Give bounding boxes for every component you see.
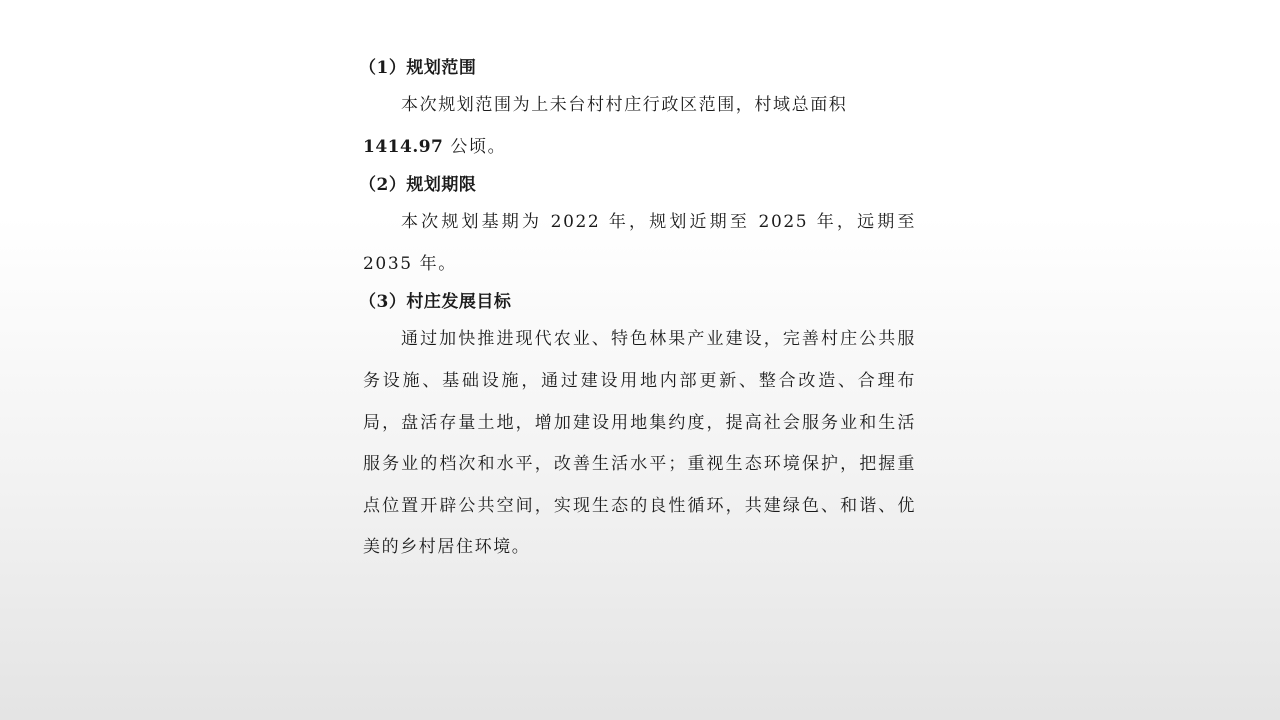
section-body-planning-scope	[363, 85, 916, 168]
planning-scope-text: 本次规划范围为上未台村村庄行政区范围，村域总面积	[401, 95, 848, 115]
document-content	[359, 50, 916, 574]
section-heading-planning-period: （2）规划期限	[359, 175, 477, 196]
development-goals-text: 通过加快推进现代农业、特色林果产业建设，完善村庄公共服务设施、基础设施，通过建设用地内部更新、整合改造、合理布局，盘活存量土地，增加建设用地集约度，提高社会服务业和生活服务业的档次和水平，改善生活水平；重视生态环境保护，把握重点位置开辟公共空间，实现生态的良性循环，共建绿色、和谐、优美的乡村居住环境。	[363, 329, 916, 558]
section-body-planning-period	[363, 202, 916, 285]
village-area-unit: 公顷。	[450, 136, 507, 157]
section-body-development-goals	[363, 319, 916, 569]
section-heading-planning-scope: （1）规划范围	[359, 58, 477, 78]
section-heading-development-goals: （3）村庄发展目标	[359, 292, 512, 313]
village-area-value: 1414.97	[363, 136, 444, 157]
planning-period-text: 本次规划基期为 2022 年，规划近期至 2025 年，远期至 2035 年。	[363, 212, 916, 274]
